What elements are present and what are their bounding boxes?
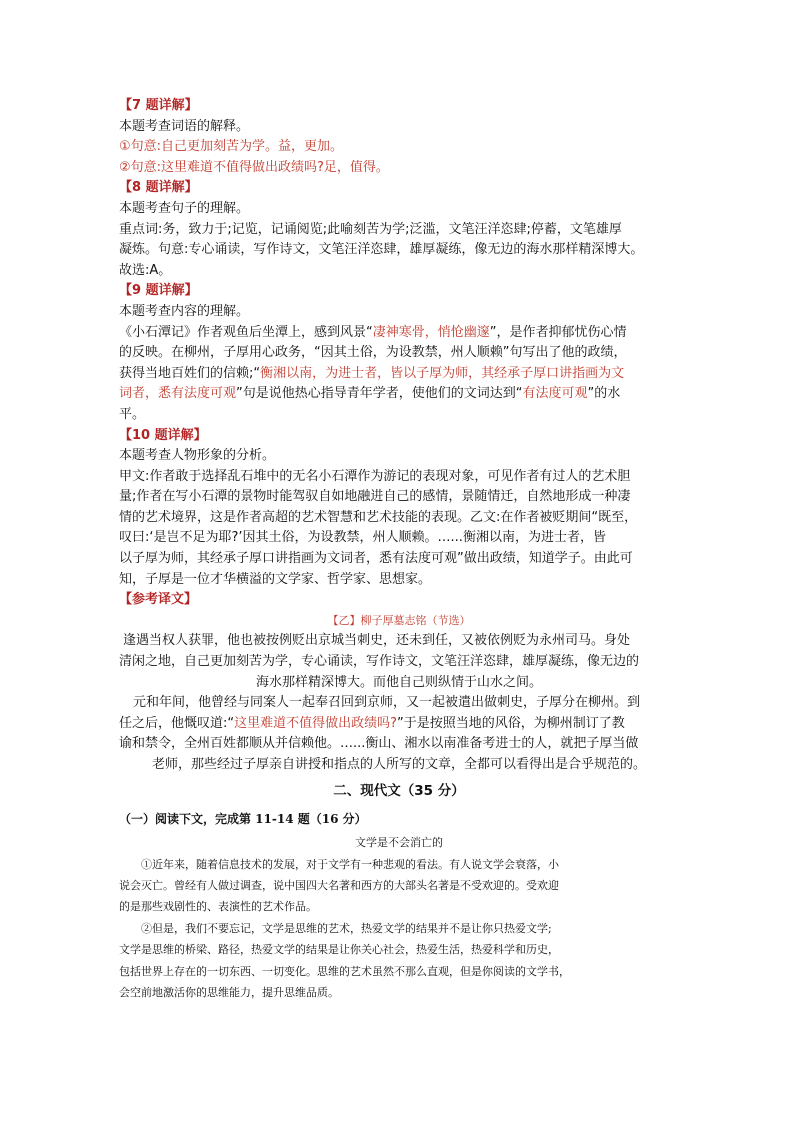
bracket-left: 【	[119, 180, 133, 196]
quote-red: 凄神寒骨，悄怆幽邃	[372, 324, 490, 340]
bracket-left: 【	[119, 283, 133, 299]
document-page	[119, 96, 679, 1003]
q10-line-1: 甲文:作者敢于选择乱石堆中的无名小石潭作为游记的表现对象，可见作者有过人的艺术胆	[119, 468, 631, 484]
bracket-right: 】	[184, 180, 198, 196]
q10-heading	[119, 426, 679, 447]
section-title: 二、现代文（35 分）	[333, 782, 465, 799]
ref-p2-line-1: 元和年间，他曾经与同案人一起奉召回到京师，又一起被遣出做刺史，子厚分在柳州。到	[133, 695, 641, 711]
article-p1-line-3: 的是那些戏剧性的、表演性的艺术作品。	[119, 900, 317, 914]
article-title: 文学是不会消亡的	[355, 835, 443, 849]
q9-line-2: 的反映。在柳州，子厚用心政务，“因其土俗，为设教禁，州人顺赖”句写出了他的政绩，	[119, 345, 627, 361]
q7-item-2: ②句意:这里难道不值得做出政绩吗?足，值得。	[119, 159, 389, 175]
ref-p1-line-3: 海水那样精深博大。而他自己则纵情于山水之间。	[255, 674, 542, 690]
bracket-right: 】	[184, 592, 198, 608]
q9-line-4	[119, 384, 679, 405]
q10-line-6: 知，子厚是一位才华横溢的文学家、哲学家、思想家。	[119, 571, 432, 587]
bracket-left: 【	[119, 592, 133, 608]
article-p1-line-2: 说会灭亡。曾经有人做过调查，说中国四大名著和西方的大部头名著是不受欢迎的。受欢迎	[119, 879, 559, 892]
ref-p1-line-1: 逢遇当权人获罪，他也被按例贬出京城当刺史，还未到任，又被依例贬为永州司马。身处	[123, 633, 631, 649]
q9-line-3	[119, 364, 679, 385]
bracket-left: 【	[119, 427, 133, 443]
text: ”于是按照当地的风俗，为柳州制订了教	[397, 715, 625, 731]
ref-p2-line-3: 谕和禁令，全州百姓都顺从并信赖他。…...衡山、湘水以南准备考进士的人，就把子厚当做	[119, 736, 639, 752]
q8-line-1: 重点词:务，致力于;记览，记诵阅览;此喻刻苦为学;泛滥，文笔汪洋恣肆;停蓄，文笔雄厚	[119, 221, 622, 237]
q10-line-4: 叹曰:‘是岂不足为耶?’因其土俗，为设教禁，州人顺赖。…...衡湘以南，为进士者，皆	[119, 530, 606, 546]
q7-intro: 本题考查词语的解释。	[119, 118, 250, 134]
ref-p1-line-2: 清闲之地，自己更加刻苦为学，专心诵读，写作诗文，文笔汪洋恣肆，雄厚凝练，像无边的	[119, 654, 640, 670]
q9-line-5: 平。	[119, 406, 146, 422]
bracket-right: 】	[193, 427, 207, 443]
q10-line-2: 量;作者在写小石潭的景物时能驾驭自如地融进自己的感情，景随情迁，自然地形成一种凄	[119, 489, 631, 505]
q10-line-3: 情的艺术境界，这是作者高超的艺术智慧和艺术技能的表现。乙文:在作者被贬期间“既至，	[119, 509, 638, 525]
ref-heading	[119, 590, 679, 611]
text: ”句是说他热心指导青年学者，使他们的文词达到“	[236, 386, 523, 402]
q9-heading-text: 9 题详解	[132, 283, 185, 299]
q7-item-1: ①句意:自己更加刻苦为学。益，更加。	[119, 139, 344, 155]
q7-heading	[119, 96, 679, 117]
q9-heading	[119, 281, 679, 302]
article-p2-line-2: 文学是思维的桥梁、路径，热爱文学的结果是让你关心社会，热爱生活，热爱科学和历史，	[119, 943, 559, 957]
q7-heading-text: 7 题详解	[132, 98, 185, 113]
text: 获得当地百姓们的信赖;“	[119, 365, 261, 381]
text: ”的水	[587, 386, 621, 402]
quote-red: 词者，悉有法度可观	[119, 386, 237, 402]
text: ”，是作者抑郁忧伤心情	[489, 324, 627, 340]
ref-subtitle-text: 【乙】柳子厚墓志铭（节选）	[327, 613, 471, 627]
ref-p2-line-2	[119, 714, 679, 735]
q10-line-5: 以子厚为师，其经承子厚口讲指画为文词者，悉有法度可观”做出政绩，知道学子。由此可	[119, 551, 633, 567]
article-p2-line-3: 包括世界上存在的一切东西、一切变化。思维的艺术虽然不那么直观，但是你阅读的文学书，	[119, 964, 570, 978]
ref-heading-text: 参考译文	[132, 592, 185, 608]
article-p2-line-1: ②但是，我们不要忘记，文学是思维的艺术，热爱文学的结果并不是让你只热爱文学;	[141, 921, 552, 935]
q10-intro: 本题考查人物形象的分析。	[119, 448, 276, 464]
q8-intro: 本题考查句子的理解。	[119, 200, 250, 216]
q8-heading-text: 8 题详解	[132, 180, 185, 196]
section-subtitle: （一）阅读下文，完成第 11-14 题（16 分）	[119, 811, 367, 826]
bracket-right: 】	[184, 283, 198, 299]
quote-red: 这里难道不值得做出政绩吗?	[234, 715, 398, 731]
q8-line-2: 凝炼。句意:专心诵读，写作诗文，文笔汪洋恣肆，雄厚凝练，像无边的海水那样精深博大。	[119, 242, 644, 258]
ref-p2-line-4: 老师，那些经过子厚亲自讲授和指点的人所写的文章，全都可以看得出是合乎规范的。	[151, 757, 646, 772]
text: 任之后，他慨叹道:“	[119, 715, 235, 731]
article-p2-line-4: 会空前地激活你的思维能力，提升思维品质。	[119, 986, 339, 1000]
text: 《小石潭记》作者观鱼后坐潭上，感到风景“	[119, 324, 373, 340]
quote-red: 有法度可观	[522, 386, 588, 402]
q8-line-3: 故选:A。	[119, 262, 172, 278]
q9-intro: 本题考查内容的理解。	[119, 303, 250, 319]
article-p1-line-1: ①近年来，随着信息技术的发展，对于文学有一种悲观的看法。有人说文学会衰落，小	[141, 857, 559, 871]
q8-heading	[119, 178, 679, 199]
q9-line-1	[119, 323, 679, 344]
q10-heading-text: 10 题详解	[132, 427, 194, 443]
bracket-right: 】	[184, 98, 198, 113]
bracket-left: 【	[119, 98, 133, 113]
ref-subtitle	[119, 611, 679, 632]
quote-red: 衡湘以南，为进士者，皆以子厚为师，其经承子厚口讲指画为文	[260, 365, 625, 381]
